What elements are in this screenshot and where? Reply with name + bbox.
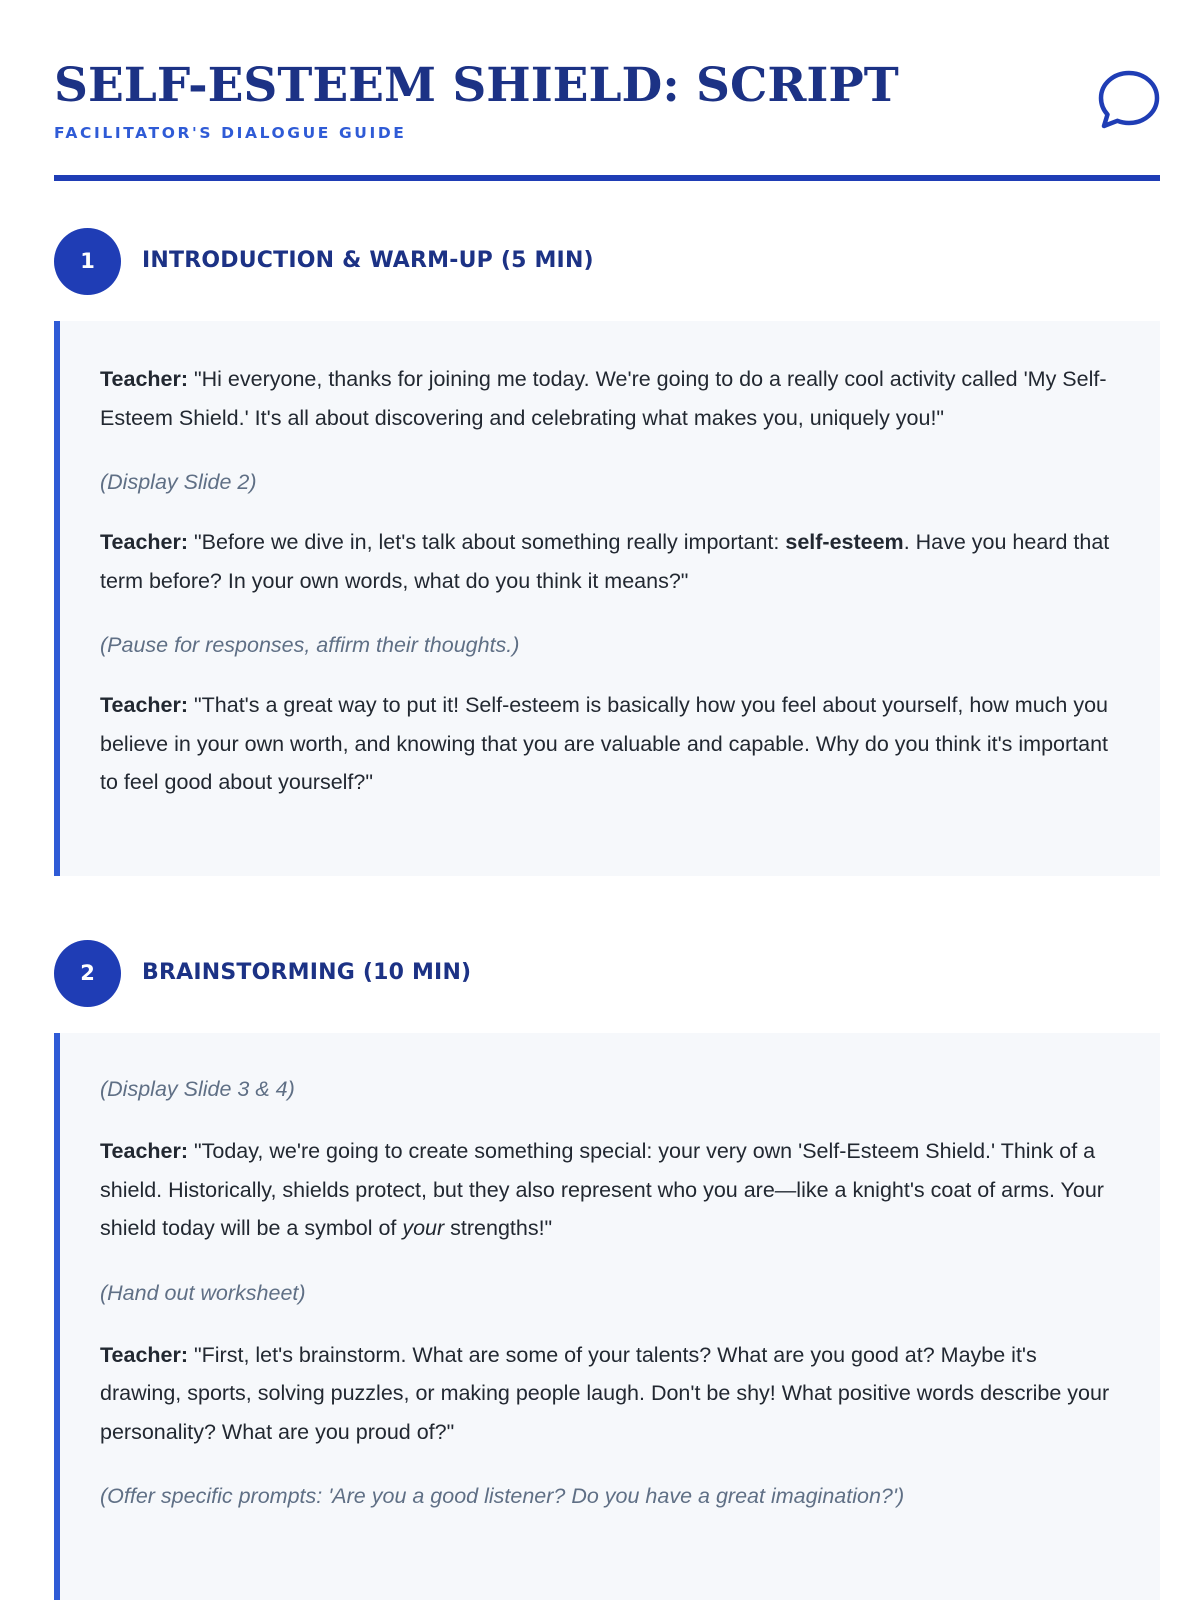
section-header-introduction	[54, 228, 1160, 294]
page-title: SELF-ESTEEM SHIELD: SCRIPT	[54, 58, 899, 113]
stage-direction: (Offer specific prompts: 'Are you a good listener? Do you have a great imagination?')	[100, 1484, 905, 1508]
page-subtitle: FACILITATOR'S DIALOGUE GUIDE	[54, 124, 407, 142]
emphasized-term: self-esteem	[785, 530, 904, 554]
step-number-badge: 2	[54, 940, 121, 1007]
section-title: BRAINSTORMING (10 MIN)	[142, 960, 472, 985]
speaker-label: Teacher:	[100, 1342, 189, 1367]
dialogue-box-introduction	[54, 321, 1160, 876]
header-divider	[54, 175, 1160, 181]
step-number-badge: 1	[54, 228, 121, 295]
teacher-line	[100, 523, 1118, 600]
speaker-label: Teacher:	[100, 693, 189, 717]
stage-direction: (Hand out worksheet)	[100, 1280, 306, 1305]
speaker-label: Teacher:	[100, 367, 189, 391]
dialogue-text: "Before we dive in, let's talk about something really important:	[194, 530, 786, 554]
script-page	[54, 0, 1160, 1508]
dialogue-box-brainstorming	[54, 1033, 1160, 1600]
teacher-line	[100, 686, 1118, 802]
emphasized-word: your	[402, 1216, 445, 1240]
speaker-label: Teacher:	[100, 1139, 189, 1163]
stage-direction: (Display Slide 2)	[100, 470, 257, 494]
section-title: INTRODUCTION & WARM-UP (5 MIN)	[142, 248, 594, 273]
stage-direction: (Display Slide 3 & 4)	[100, 1077, 295, 1101]
page-header	[54, 0, 1160, 180]
teacher-line	[100, 1336, 1118, 1452]
dialogue-text: "Hi everyone, thanks for joining me today. We're going to do a really cool activity called 'My Self-Esteem Shield.' It's all about discovering and celebrating what makes you, uniquely you!"	[100, 367, 1107, 430]
section-header-brainstorming	[54, 940, 1160, 1006]
dialogue-text: "First, let's brainstorm. What are some of your talents? What are you good at? Maybe it's drawing, sports, solving puzzles, or making people laugh. Don't be shy! What positive words describe your personality? What are you proud of?"	[100, 1342, 1110, 1444]
speaker-label: Teacher:	[100, 530, 189, 554]
dialogue-text: "Today, we're going to create something special: your very own 'Self-Esteem Shield.' Think of a shield. Historically, shields protect, but they also represent who you are—like a knight's coat of arms. Your shield today will be a symbol of	[100, 1139, 1104, 1240]
dialogue-text: "That's a great way to put it! Self-esteem is basically how you feel about yourself, how much you believe in your own worth, and knowing that you are valuable and capable. Why do you think it's important to feel good about yourself?"	[100, 693, 1109, 794]
dialogue-text: strengths!"	[444, 1216, 553, 1240]
dialogue-text: . Have you heard that term before? In your own words, what do you think it means?"	[100, 530, 1110, 593]
speech-bubble-icon	[1096, 68, 1162, 134]
stage-direction: (Pause for responses, affirm their thoughts.)	[100, 633, 520, 657]
teacher-line	[100, 360, 1118, 437]
teacher-line	[100, 1132, 1118, 1248]
